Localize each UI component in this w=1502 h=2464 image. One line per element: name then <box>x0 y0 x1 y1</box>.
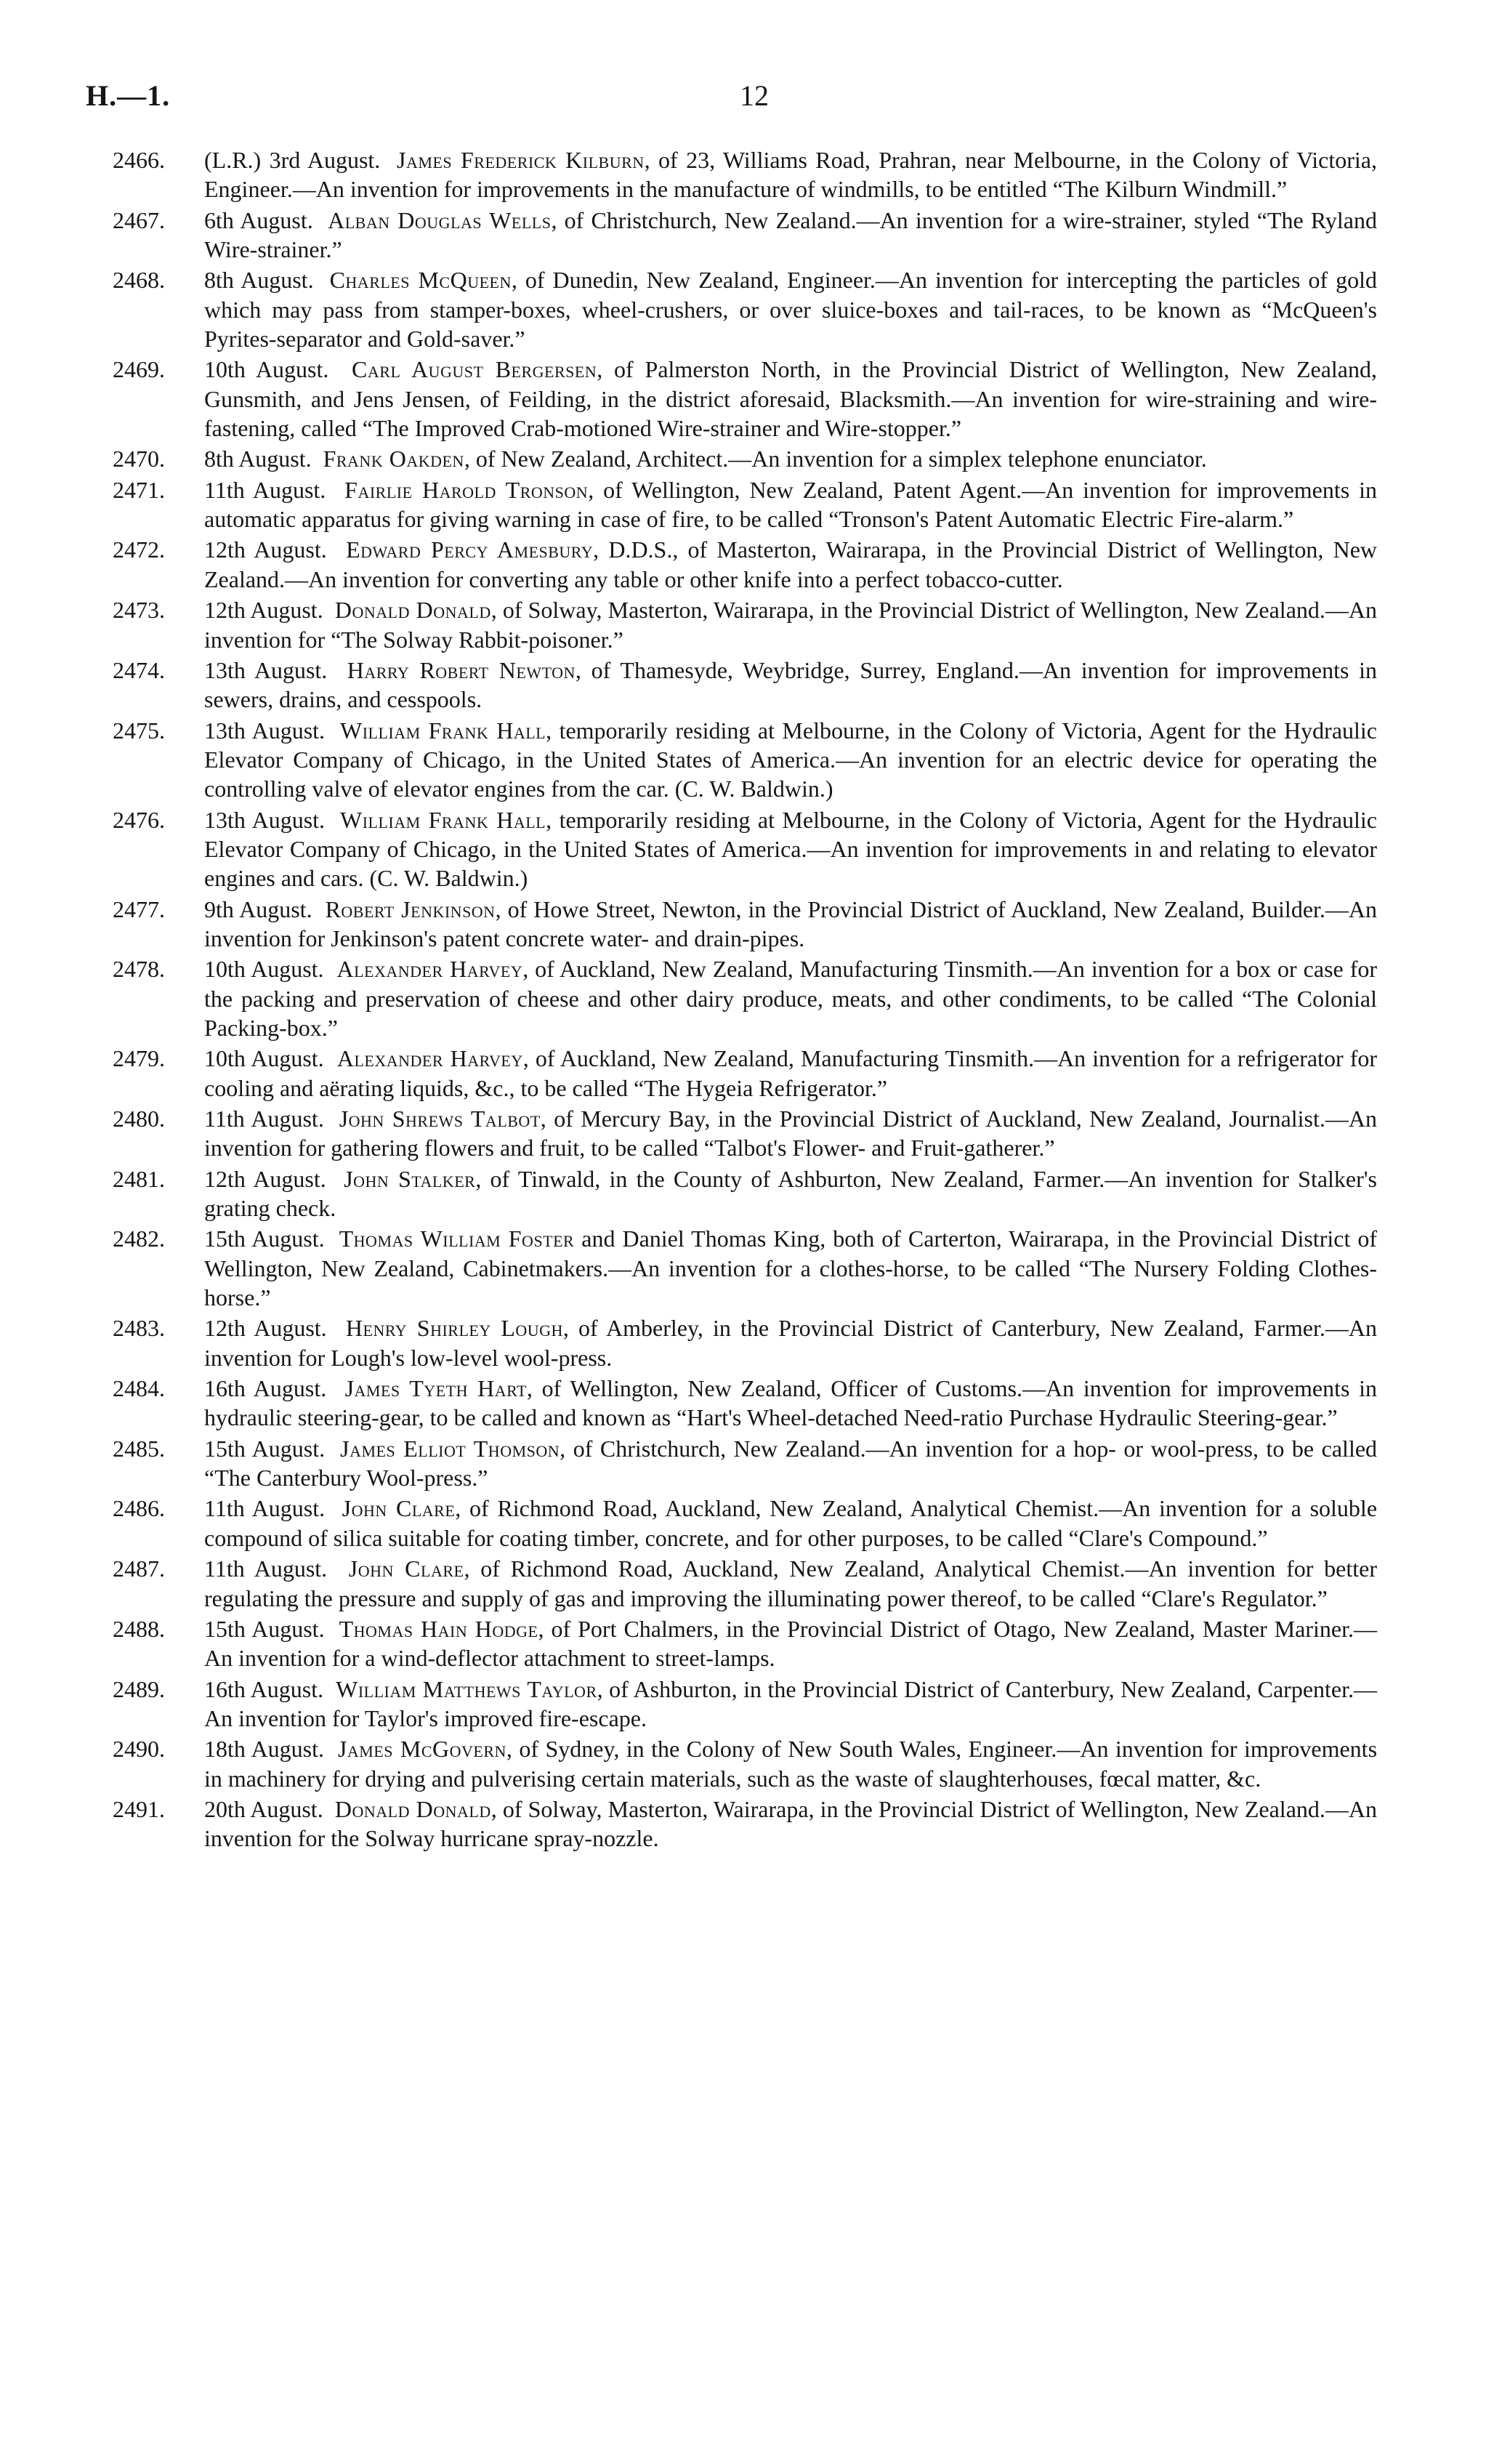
entry-text <box>204 1374 1377 1433</box>
entry-number: 2489. <box>113 1675 165 1702</box>
entry-details: and Daniel Thomas King, both of Carterton, Wairarapa, in the Provincial District of Wellington, New Zealand, Cabinetmakers.—An invention for a clothes-horse, to be called “The Nursery Folding Clothes-horse.” <box>204 1225 1378 1311</box>
entry-date: 8th August. <box>204 446 312 472</box>
entry-date: 11th August. <box>204 476 326 503</box>
entry-number: 2482. <box>113 1225 165 1252</box>
entry-text <box>204 535 1377 594</box>
entry-number: 2490. <box>113 1736 165 1763</box>
entry-details: , of Amberley, in the Provincial District of Canterbury, New Zealand, Farmer.—An invention for Lough's low-level wool-press. <box>204 1315 1378 1371</box>
entry-text <box>204 1224 1377 1312</box>
patent-entry <box>113 535 1377 594</box>
entry-number: 2474. <box>113 656 165 683</box>
entry-date: 10th August. <box>204 356 329 383</box>
entry-details: , of Mercury Bay, in the Provincial District of Auckland, New Zealand, Journalist.—An invention for gathering flowers and fruit, to be called “Talbot's Flower- and Fruit-gatherer.” <box>204 1106 1378 1161</box>
entry-number: 2478. <box>113 956 165 983</box>
entry-date: 16th August. <box>204 1375 327 1402</box>
patent-entry <box>113 1494 1377 1553</box>
entry-details: , of Ashburton, in the Provincial District of Canterbury, New Zealand, Carpenter.—An invention for Taylor's improved fire-escape. <box>204 1675 1378 1731</box>
patent-entry <box>113 145 1377 204</box>
entry-applicant: Thomas William Foster <box>339 1225 575 1252</box>
entry-applicant: Alexander Harvey <box>336 956 523 983</box>
entry-date: 12th August. <box>204 536 327 563</box>
entry-text <box>204 805 1377 893</box>
entry-applicant: Donald Donald <box>334 597 491 624</box>
patent-entry <box>113 1313 1377 1372</box>
entry-applicant: James Frederick Kilburn <box>397 147 645 173</box>
entry-number: 2487. <box>113 1555 165 1582</box>
patent-entry <box>113 1044 1377 1103</box>
entry-date: 13th August. <box>204 806 326 833</box>
entry-date: 9th August. <box>204 895 312 922</box>
entry-applicant: James McGovern <box>337 1736 506 1763</box>
entry-applicant: Edward Percy Amesbury <box>346 536 594 563</box>
entry-text <box>204 1164 1377 1223</box>
entry-applicant: William Frank Hall <box>339 717 546 744</box>
entry-applicant: Charles McQueen <box>329 267 512 294</box>
entry-details: , of Howe Street, Newton, in the Provincial District of Auckland, New Zealand, Builder.—An invention for Jenkinson's patent concrete water- and drain-pipes. <box>204 895 1378 951</box>
entry-details: , temporarily residing at Melbourne, in the Colony of Victoria, Agent for the Hydraulic Elevator Company of Chicago, in the United States of America.—An invention for improvements in and relating to elevator engines and cars. (C. W. Baldwin.) <box>204 806 1378 892</box>
entry-number: 2468. <box>113 267 165 294</box>
entry-text <box>204 716 1377 804</box>
entry-applicant: Robert Jenkinson <box>325 895 496 922</box>
entry-details: , of Richmond Road, Auckland, New Zealand, Analytical Chemist.—An invention for better regulating the pressure and supply of gas and improving the illuminating power thereof, to be called “Clare's Regulator.” <box>204 1555 1378 1611</box>
entry-number: 2480. <box>113 1106 165 1132</box>
patent-entry <box>113 475 1377 534</box>
entry-text <box>204 895 1377 954</box>
entry-text <box>204 1734 1377 1793</box>
patent-entries-list <box>113 145 1377 1855</box>
entry-applicant: Frank Oakden <box>323 446 464 472</box>
entry-applicant: Carl August Bergersen <box>352 356 597 383</box>
page-number: 12 <box>740 79 769 112</box>
entry-date: 11th August. <box>204 1106 324 1132</box>
patent-entry <box>113 1224 1377 1312</box>
entry-date: 15th August. <box>204 1615 325 1642</box>
entry-details: , of Christchurch, New Zealand.—An invention for a wire-strainer, styled “The Ryland Wire-strainer.” <box>204 206 1377 263</box>
entry-number: 2475. <box>113 717 165 744</box>
entry-number: 2484. <box>113 1375 165 1402</box>
patent-entry <box>113 1675 1377 1734</box>
entry-details: , of Port Chalmers, in the Provincial District of Otago, New Zealand, Master Mariner.—An invention for a wind-deflector attachment to street-lamps. <box>204 1615 1378 1672</box>
entry-applicant: Alexander Harvey <box>336 1045 523 1072</box>
entry-applicant: Fairlie Harold Tronson <box>344 476 589 503</box>
entry-number: 2472. <box>113 536 165 563</box>
entry-date: 11th August. <box>204 1555 328 1582</box>
entry-details: , D.D.S., of Masterton, Wairarapa, in the Provincial District of Wellington, New Zealand.—An invention for converting any table or other knife into a perfect tobacco-cutter. <box>204 536 1378 592</box>
entry-date: 12th August. <box>204 597 323 624</box>
entry-date: 15th August. <box>204 1225 325 1252</box>
patent-entry <box>113 1374 1377 1433</box>
entry-text <box>204 1494 1377 1553</box>
entry-details: , of Solway, Masterton, Wairarapa, in the Provincial District of Wellington, New Zealand.—An invention for the Solway hurricane spray-nozzle. <box>204 1795 1377 1852</box>
entry-date: 11th August. <box>204 1495 326 1522</box>
entry-date: 16th August. <box>204 1675 324 1702</box>
entry-number: 2471. <box>113 476 165 503</box>
entry-number: 2486. <box>113 1495 165 1522</box>
patent-entry <box>113 1734 1377 1793</box>
entry-details: , of Tinwald, in the County of Ashburton, New Zealand, Farmer.—An invention for Stalker's grating check. <box>204 1165 1378 1222</box>
entry-date: 15th August. <box>204 1435 326 1462</box>
entry-applicant: Alban Douglas Wells <box>328 206 552 233</box>
entry-text <box>204 1795 1377 1853</box>
entry-text <box>204 475 1377 534</box>
entry-text <box>204 1044 1377 1103</box>
patent-entry <box>113 954 1377 1042</box>
patent-entry <box>113 805 1377 893</box>
patent-entry <box>113 265 1377 353</box>
entry-applicant: Henry Shirley Lough <box>345 1315 563 1342</box>
entry-text <box>204 1675 1377 1734</box>
entry-date: 18th August. <box>204 1736 325 1763</box>
page-header <box>86 78 1423 122</box>
entry-details: , of Christchurch, New Zealand.—An invention for a hop- or wool-press, to be called “The Canterbury Wool-press.” <box>204 1435 1378 1491</box>
entry-text <box>204 1313 1377 1372</box>
entry-number: 2470. <box>113 446 165 472</box>
entry-applicant: Harry Robert Newton <box>347 656 576 683</box>
patent-entry <box>113 1614 1377 1673</box>
entry-details: , of Wellington, New Zealand, Patent Agent.—An invention for improvements in automatic apparatus for giving warning in case of fire, to be called “Tronson's Patent Automatic Electric Fire-alarm.” <box>204 476 1378 533</box>
entry-applicant: John Shrews Talbot <box>339 1106 541 1132</box>
patent-entry <box>113 895 1377 954</box>
entry-applicant: John Stalker <box>344 1165 476 1192</box>
entry-applicant: William Frank Hall <box>339 806 546 833</box>
entry-number: 2481. <box>113 1165 165 1192</box>
entry-number: 2483. <box>113 1315 165 1342</box>
patent-entry <box>113 1795 1377 1853</box>
entry-number: 2491. <box>113 1795 165 1822</box>
entry-details: , of Palmerston North, in the Provincial District of Wellington, New Zealand, Gunsmith, and Jens Jensen, of Feilding, in the district aforesaid, Blacksmith.—An invention for wire-straining and wire-fastening, called “The Improved Crab-motioned Wire-strainer and Wire-stopper.” <box>204 356 1378 442</box>
entry-number: 2466. <box>113 147 165 173</box>
entry-text <box>204 444 1377 473</box>
document-reference: H.—1. <box>86 79 171 112</box>
entry-date: (L.R.) 3rd August. <box>204 147 381 173</box>
entry-details: , of New Zealand, Architect.—An invention for a simplex telephone enunciator. <box>464 446 1207 472</box>
entry-text <box>204 1554 1377 1613</box>
entry-date: 10th August. <box>204 1045 324 1072</box>
entry-text <box>204 355 1377 443</box>
entry-details: , of Wellington, New Zealand, Officer of Customs.—An invention for improvements in hydraulic steering-gear, to be called and known as “Hart's Wheel-detached Need-ratio Purchase Hydraulic Steering-gear.” <box>204 1375 1377 1431</box>
entry-details: , of Auckland, New Zealand, Manufacturing Tinsmith.—An invention for a box or case for the packing and preservation of cheese and other dairy produce, meats, and other condiments, to be called “The Colonial Packing-box.” <box>204 956 1378 1041</box>
entry-applicant: John Clare <box>342 1495 456 1522</box>
entry-text <box>204 265 1377 353</box>
patent-entry <box>113 656 1377 714</box>
entry-text <box>204 1434 1377 1493</box>
patent-entry <box>113 1434 1377 1493</box>
patent-entry <box>113 355 1377 443</box>
entry-details: , of Richmond Road, Auckland, New Zealand, Analytical Chemist.—An invention for a soluble compound of silica suitable for coating timber, concrete, and for other purposes, to be called “Clare's Compound.” <box>204 1495 1378 1551</box>
entry-details: , temporarily residing at Melbourne, in the Colony of Victoria, Agent for the Hydraulic Elevator Company of Chicago, in the United States of America.—An invention for an electric device for operating the controlling valve of elevator engines from the car. (C. W. Baldwin.) <box>204 717 1378 802</box>
entry-date: 20th August. <box>204 1795 323 1822</box>
entry-number: 2479. <box>113 1045 165 1072</box>
entry-number: 2473. <box>113 597 165 624</box>
entry-text <box>204 656 1377 714</box>
entry-applicant: William Matthews Taylor <box>336 1675 597 1702</box>
entry-text <box>204 1614 1377 1673</box>
entry-details: , of Thamesyde, Weybridge, Surrey, England.—An invention for improvements in sewers, drains, and cesspools. <box>204 656 1378 713</box>
entry-applicant: Donald Donald <box>334 1795 491 1822</box>
entry-number: 2476. <box>113 806 165 833</box>
entry-details: , of Dunedin, New Zealand, Engineer.—An invention for intercepting the particles of gold which may pass from stamper-boxes, wheel-crushers, or over sluice-boxes and tail-races, to be known as “McQueen's Pyrites-separator and Gold-saver.” <box>204 267 1378 353</box>
patent-entry <box>113 1104 1377 1163</box>
patent-entry <box>113 716 1377 804</box>
entry-text <box>204 954 1377 1042</box>
entry-text <box>204 206 1377 265</box>
entry-date: 13th August. <box>204 717 326 744</box>
entry-text <box>204 1104 1377 1163</box>
entry-applicant: James Tyeth Hart <box>344 1375 527 1402</box>
entry-number: 2488. <box>113 1615 165 1642</box>
entry-applicant: John Clare <box>348 1555 464 1582</box>
entry-date: 6th August. <box>204 206 313 233</box>
entry-applicant: Thomas Hain Hodge <box>339 1615 538 1642</box>
entry-text <box>204 145 1377 204</box>
entry-details: , of Auckland, New Zealand, Manufacturing Tinsmith.—An invention for a refrigerator for cooling and aërating liquids, &c., to be called “The Hygeia Refrigerator.” <box>204 1045 1378 1101</box>
patent-entry <box>113 1164 1377 1223</box>
entry-number: 2469. <box>113 356 165 383</box>
entry-date: 8th August. <box>204 267 314 294</box>
entry-applicant: James Elliot Thomson <box>340 1435 560 1462</box>
entry-number: 2485. <box>113 1435 165 1462</box>
entry-details: , of Solway, Masterton, Wairarapa, in the Provincial District of Wellington, New Zealand.—An invention for “The Solway Rabbit-poisoner.” <box>204 597 1377 653</box>
entry-details: , of 23, Williams Road, Prahran, near Melbourne, in the Colony of Victoria, Engineer.—An invention for improvements in the manufacture of windmills, to be entitled “The Kilburn Windmill.” <box>204 147 1378 203</box>
patent-entry <box>113 1554 1377 1613</box>
entry-number: 2477. <box>113 895 165 922</box>
entry-number: 2467. <box>113 206 165 233</box>
patent-entry <box>113 444 1377 473</box>
entry-date: 10th August. <box>204 956 324 983</box>
patent-entry <box>113 206 1377 265</box>
entry-date: 12th August. <box>204 1315 327 1342</box>
entry-text <box>204 595 1377 654</box>
entry-date: 13th August. <box>204 656 328 683</box>
entry-details: , of Sydney, in the Colony of New South Wales, Engineer.—An invention for improvements in machinery for drying and pulverising certain materials, such as the waste of slaughterhouses, fœcal matter, &c. <box>204 1736 1378 1792</box>
entry-date: 12th August. <box>204 1165 326 1192</box>
patent-entry <box>113 595 1377 654</box>
